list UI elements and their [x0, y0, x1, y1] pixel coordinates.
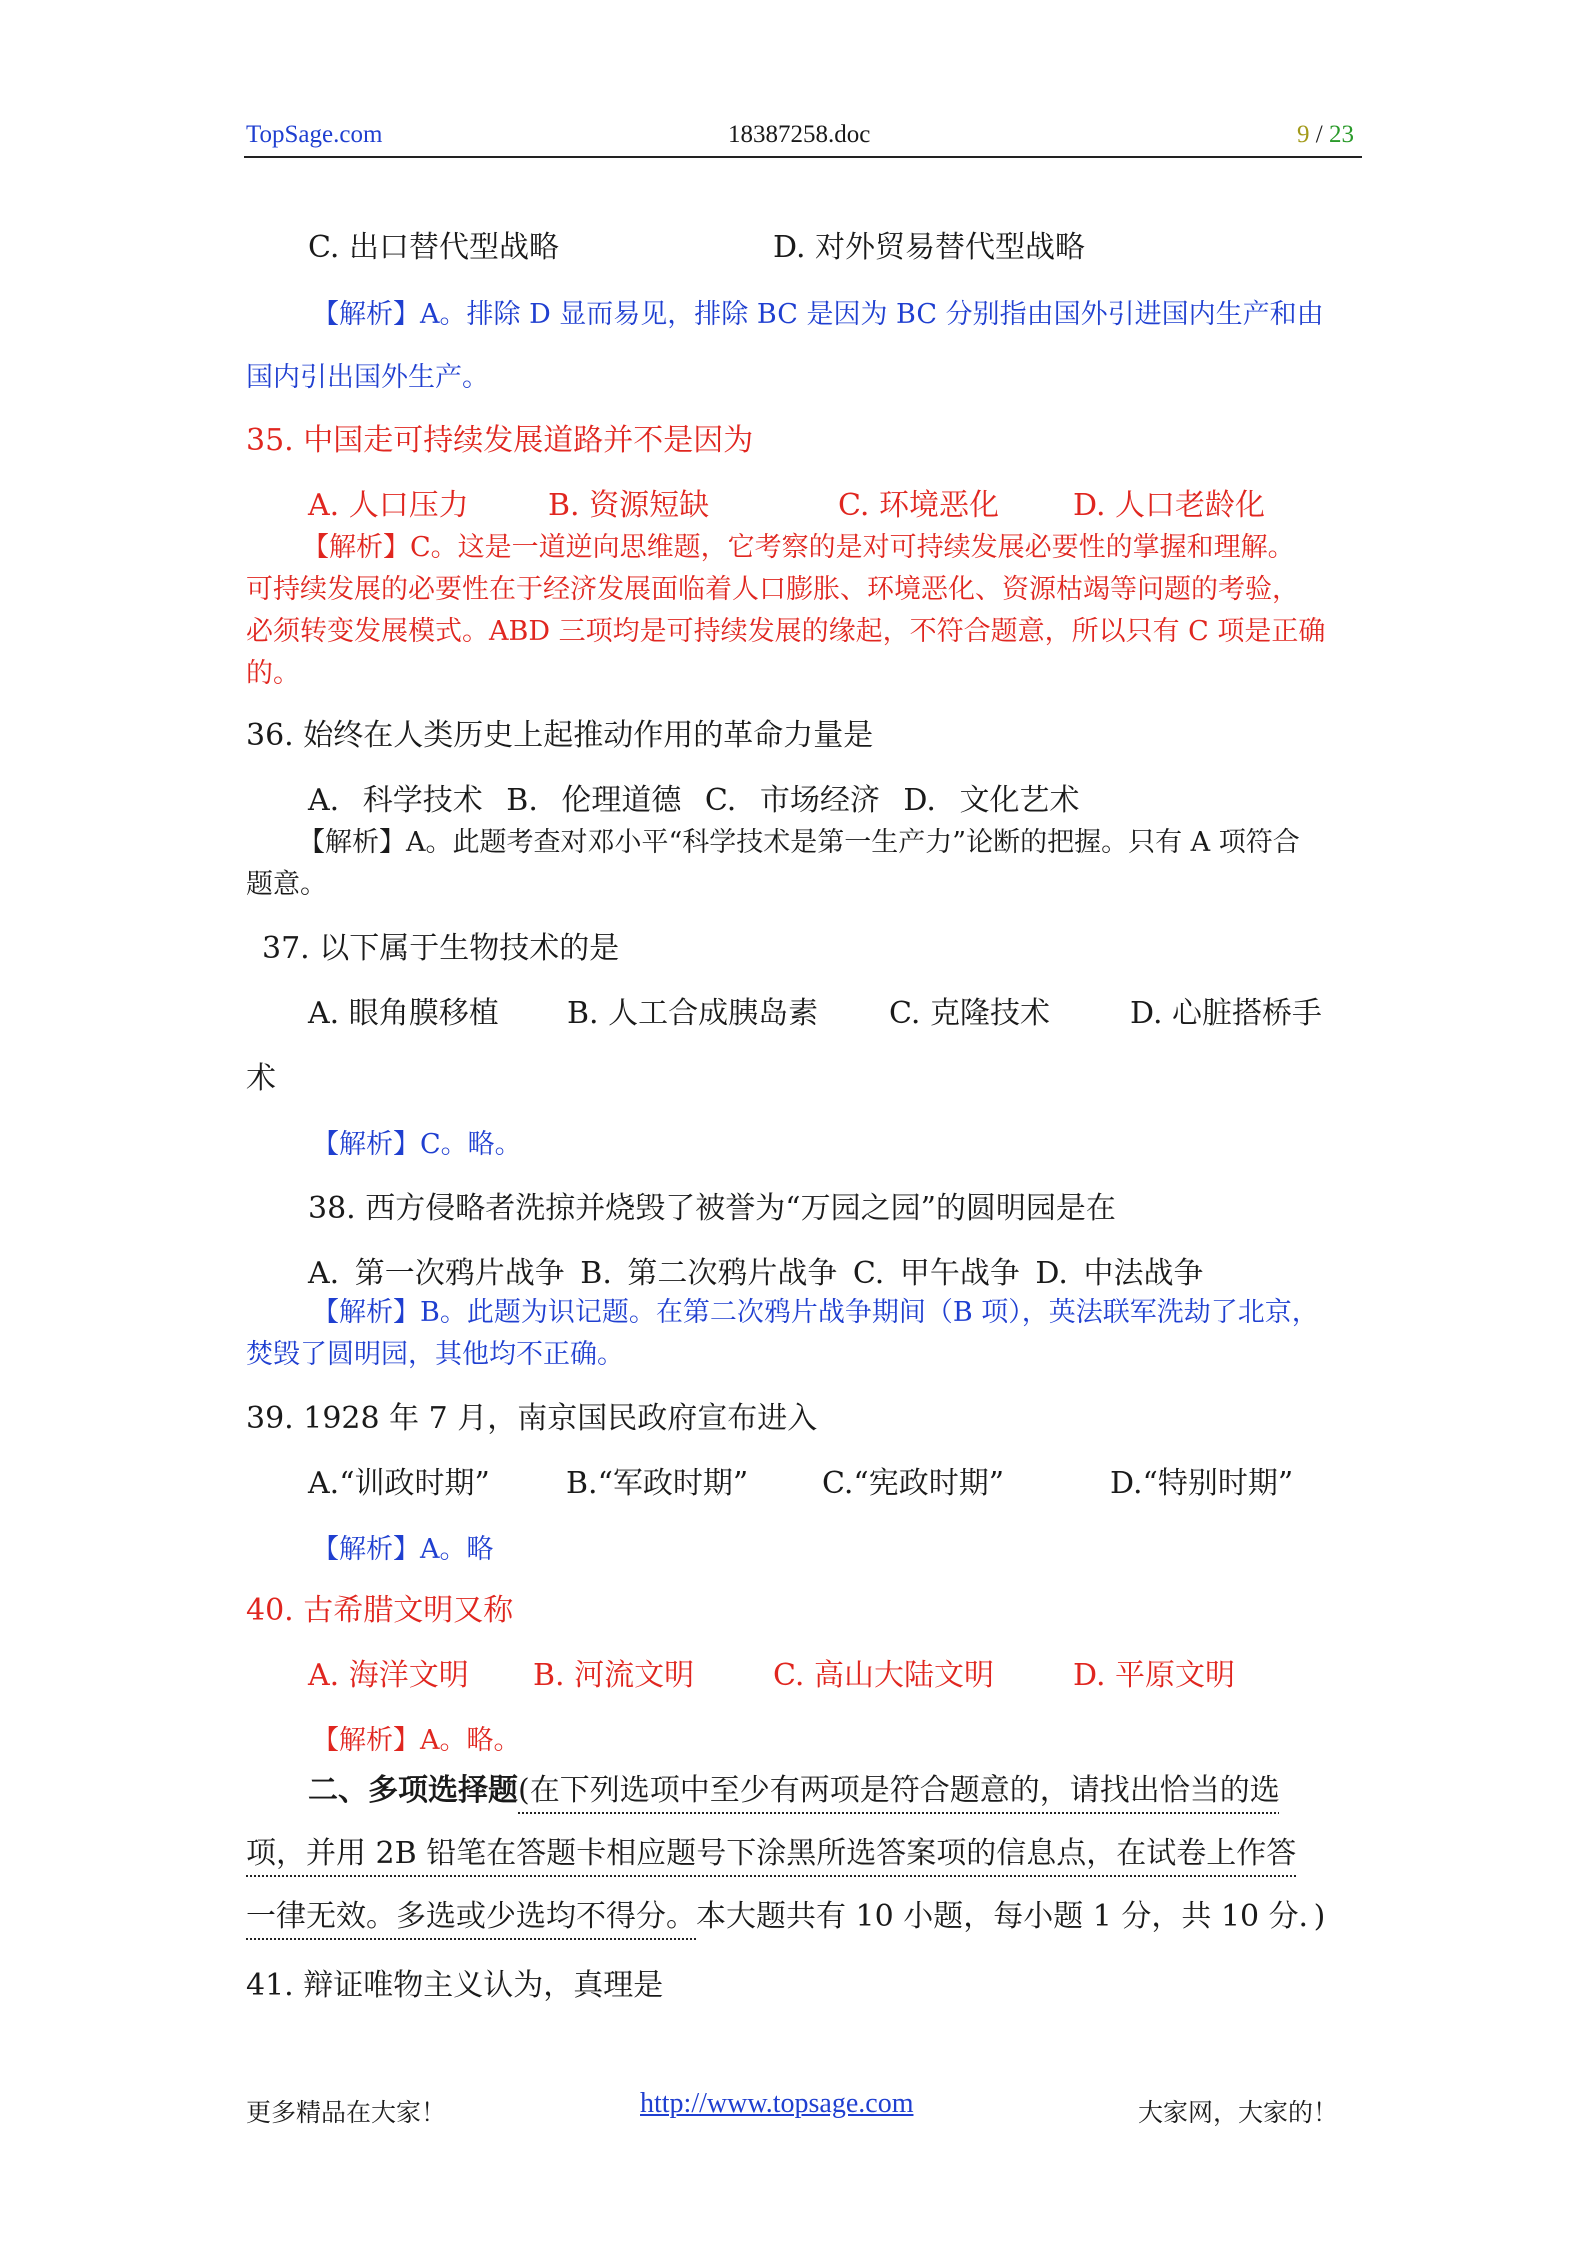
- section-2-instructions-scoring: 本大题共有 10 小题，每小题 1 分，共 10 分．): [696, 1899, 1326, 1934]
- q35-option-b: B. 资源短缺: [548, 488, 710, 523]
- q39-option-d: D.“特别时期”: [1110, 1466, 1294, 1501]
- q36-explanation-line-2: 题意。: [246, 869, 327, 900]
- q39-option-a: A.“训政时期”: [308, 1466, 490, 1501]
- document-filename: 18387258.doc: [728, 121, 871, 148]
- q36-stem: 36. 始终在人类历史上起推动作用的革命力量是: [246, 718, 874, 753]
- footer-right: 大家网，大家的！: [1138, 2098, 1339, 2127]
- q38-options: A. 第一次鸦片战争 B. 第二次鸦片战争 C. 甲午战争 D. 中法战争: [308, 1256, 1204, 1291]
- q35-option-c: C. 环境恶化: [838, 488, 999, 523]
- q39-option-c: C.“宪政时期”: [822, 1466, 1005, 1501]
- q37-option-b: B. 人工合成胰岛素: [567, 996, 819, 1031]
- q38-explanation-line-1: 【解析】B。此题为识记题。在第二次鸦片战争期间（B 项），英法联军洗劫了北京，: [312, 1297, 1319, 1328]
- q34-option-c: C. 出口替代型战略: [308, 230, 559, 265]
- footer-left: 更多精品在大家！: [246, 2098, 447, 2127]
- q37-option-a: A. 眼角膜移植: [308, 996, 499, 1031]
- q40-option-d: D. 平原文明: [1073, 1658, 1236, 1693]
- q34-explanation-line-2: 国内引出国外生产。: [246, 362, 489, 393]
- page-separator: /: [1315, 121, 1323, 148]
- header-rule: [244, 156, 1362, 158]
- q39-explanation: 【解析】A。略: [312, 1534, 494, 1565]
- section-2-instructions-lead: (在下列选项中至少有两项是符合题意的，请找出恰当的选: [518, 1773, 1280, 1808]
- q35-option-d: D. 人口老龄化: [1073, 488, 1266, 523]
- q35-explanation-line-3: 必须转变发展模式。ABD 三项均是可持续发展的缘起，不符合题意，所以只有 C 项是正确: [246, 616, 1326, 647]
- site-name[interactable]: TopSage.com: [246, 121, 383, 148]
- section-2-instructions-line-1: [308, 1765, 1280, 1809]
- section-2-instructions-line-2: 项，并用 2B 铅笔在答题卡相应题号下涂黑所选答案项的信息点，在试卷上作答: [246, 1836, 1297, 1871]
- q37-option-d-continued: 术: [246, 1061, 276, 1096]
- q40-option-c: C. 高山大陆文明: [773, 1658, 994, 1693]
- footer-link-wrap: [640, 2088, 913, 2120]
- section-2-instructions-emphasis: 一律无效。多选或少选均不得分。: [246, 1899, 696, 1934]
- q35-explanation-line-4: 的。: [246, 658, 300, 689]
- page-current: 9: [1297, 121, 1310, 148]
- q40-stem: 40. 古希腊文明又称: [246, 1593, 514, 1628]
- q41-stem: 41. 辩证唯物主义认为，真理是: [246, 1968, 664, 2003]
- q35-explanation-line-1: 【解析】C。这是一道逆向思维题，它考察的是对可持续发展必要性的掌握和理解。: [302, 532, 1295, 563]
- page-total: 23: [1328, 121, 1354, 148]
- q34-option-d: D. 对外贸易替代型战略: [773, 230, 1086, 265]
- q37-option-c: C. 克隆技术: [889, 996, 1050, 1031]
- q38-explanation-line-2: 焚毁了圆明园，其他均不正确。: [246, 1339, 624, 1370]
- q39-stem: 39. 1928 年 7 月，南京国民政府宣布进入: [246, 1401, 818, 1436]
- q37-explanation: 【解析】C。略。: [312, 1129, 522, 1160]
- q37-option-d: D. 心脏搭桥手: [1130, 996, 1323, 1031]
- q36-options: A. 科学技术 B. 伦理道德 C. 市场经济 D. 文化艺术: [308, 783, 1080, 818]
- q39-option-b: B.“军政时期”: [566, 1466, 749, 1501]
- q35-stem: 35. 中国走可持续发展道路并不是因为: [246, 423, 754, 458]
- footer-website-link[interactable]: http://www.topsage.com: [640, 2088, 914, 2119]
- q35-explanation-line-2: 可持续发展的必要性在于经济发展面临着人口膨胀、环境恶化、资源枯竭等问题的考验，: [246, 574, 1299, 605]
- section-2-instructions-line-3: [246, 1891, 1325, 1935]
- q38-stem: 38. 西方侵略者洗掠并烧毁了被誉为“万园之园”的圆明园是在: [308, 1191, 1116, 1226]
- q40-option-b: B. 河流文明: [533, 1658, 695, 1693]
- q40-explanation: 【解析】A。略。: [312, 1725, 521, 1756]
- q35-option-a: A. 人口压力: [308, 488, 469, 523]
- section-2-title: 二、多项选择题: [308, 1773, 518, 1808]
- page-indicator: [1297, 121, 1354, 149]
- q40-option-a: A. 海洋文明: [308, 1658, 469, 1693]
- q34-explanation-line-1: 【解析】A。排除 D 显而易见，排除 BC 是因为 BC 分别指由国外引进国内生产和由: [312, 299, 1324, 330]
- q37-stem: 37. 以下属于生物技术的是: [262, 931, 620, 966]
- q36-explanation-line-1: 【解析】A。此题考查对邓小平“科学技术是第一生产力”论断的把握。只有 A 项符合: [298, 827, 1300, 858]
